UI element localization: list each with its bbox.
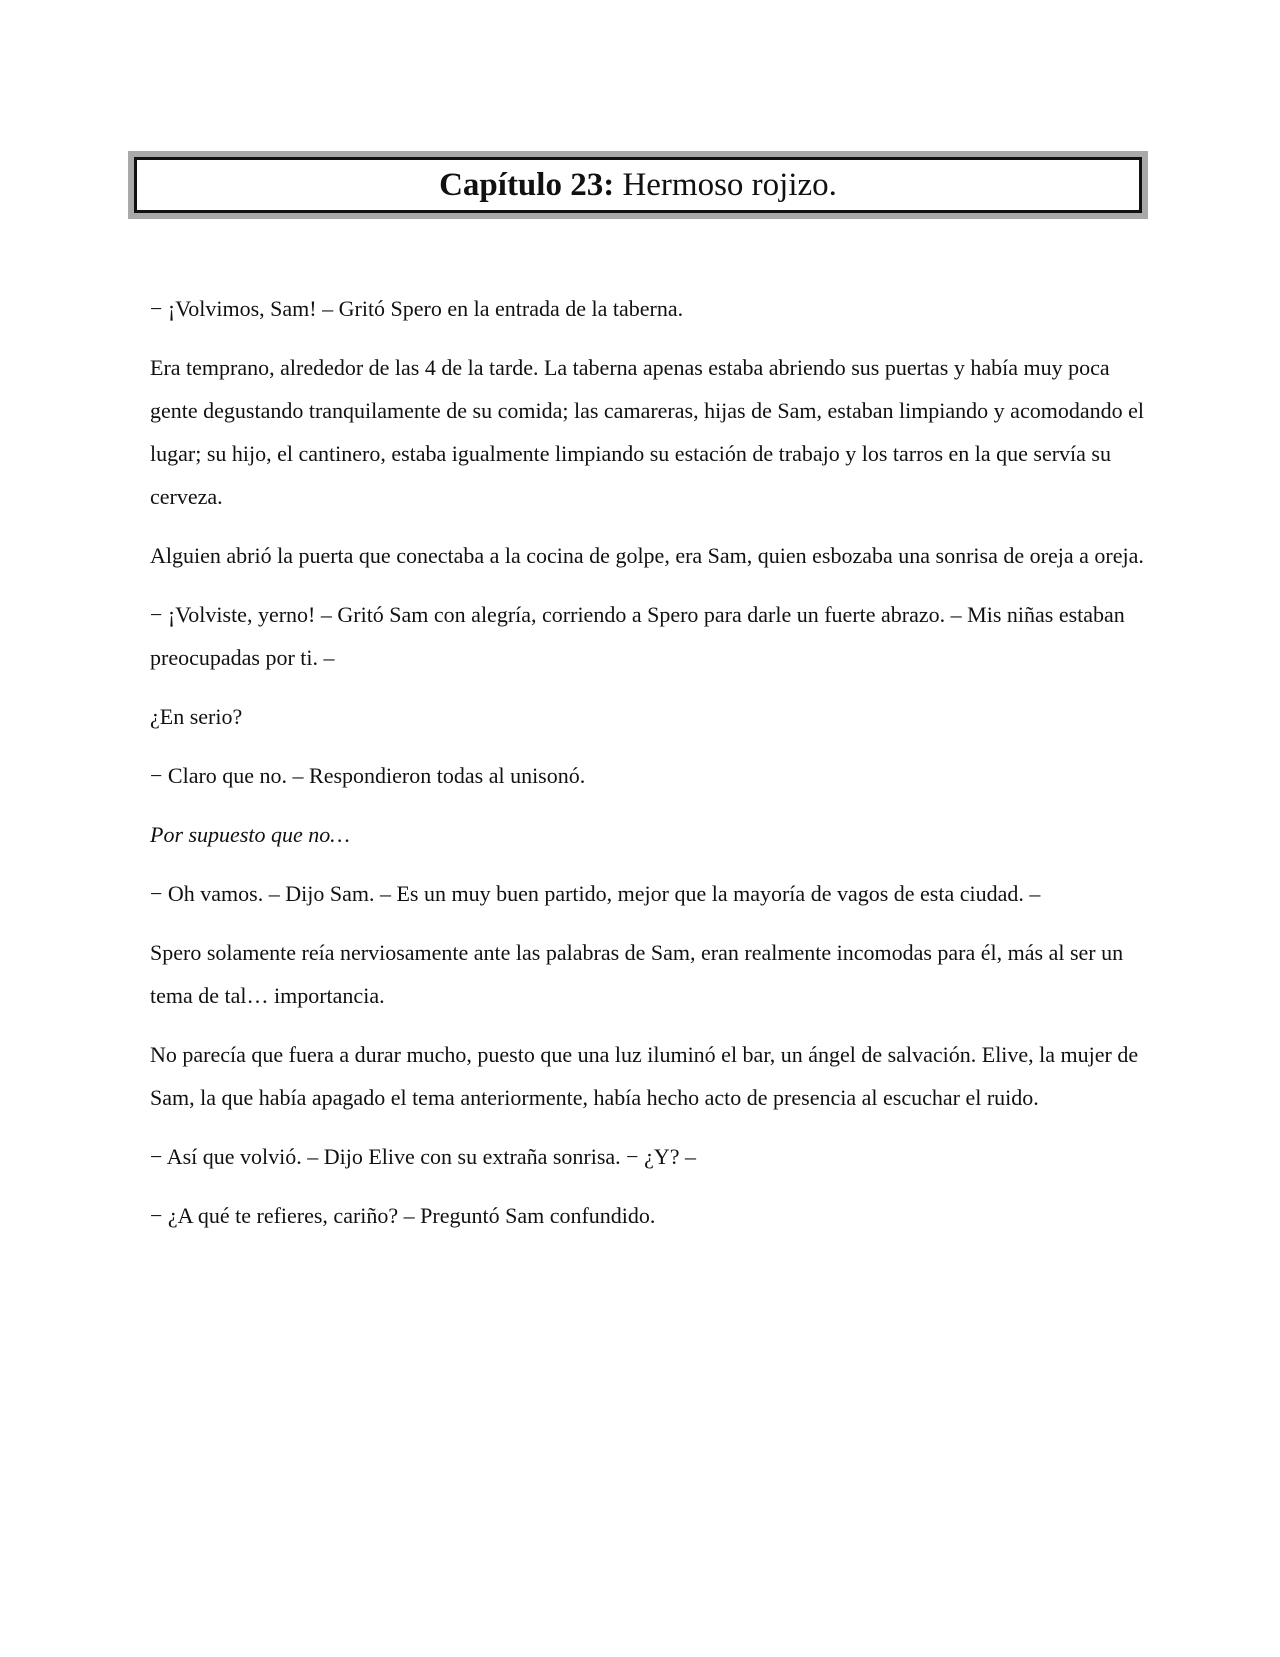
chapter-name: Hermoso rojizo. (614, 167, 837, 203)
paragraph-italic: Por supuesto que no… (150, 822, 350, 847)
chapter-title (439, 165, 837, 205)
chapter-label: Capítulo 23: (439, 167, 615, 203)
paragraph: Era temprano, alrededor de las 4 de la tarde. La taberna apenas estaba abriendo sus puertas y había muy poca gente degustando tranquilamente de su comida; las camareras, hijas de Sam, estaban limpiando y acomodando el lugar; su hijo, el cantinero, estaba igualmente limpiando su estación de trabajo y los tarros en la que servía su cerveza. (150, 355, 1144, 509)
paragraph: − Así que volvió. – Dijo Elive con su extraña sonrisa. − ¿Y? – (150, 1144, 696, 1169)
paragraph: − Oh vamos. – Dijo Sam. – Es un muy buen partido, mejor que la mayoría de vagos de esta ciudad. – (150, 881, 1041, 906)
paragraph: No parecía que fuera a durar mucho, puesto que una luz iluminó el bar, un ángel de salvación. Elive, la mujer de Sam, la que había apagado el tema anteriormente, había hecho acto de presencia al escuchar el ruido. (150, 1042, 1139, 1110)
paragraph: − Claro que no. – Respondieron todas al unisonó. (150, 763, 586, 788)
chapter-body (150, 287, 1150, 1253)
paragraph: ¿En serio? (150, 704, 243, 729)
paragraph: − ¡Volvimos, Sam! – Gritó Spero en la entrada de la taberna. (150, 296, 684, 321)
chapter-title-box (134, 157, 1142, 213)
paragraph: Alguien abrió la puerta que conectaba a la cocina de golpe, era Sam, quien esbozaba una sonrisa de oreja a oreja. (150, 543, 1144, 568)
paragraph: − ¡Volviste, yerno! – Gritó Sam con alegría, corriendo a Spero para darle un fuerte abrazo. – Mis niñas estaban preocupadas por ti. – (150, 602, 1125, 670)
chapter-title-frame (128, 151, 1148, 219)
paragraph: − ¿A qué te refieres, cariño? – Preguntó Sam confundido. (150, 1203, 656, 1228)
paragraph: Spero solamente reía nerviosamente ante las palabras de Sam, eran realmente incomodas para él, más al ser un tema de tal… importancia. (150, 940, 1124, 1008)
